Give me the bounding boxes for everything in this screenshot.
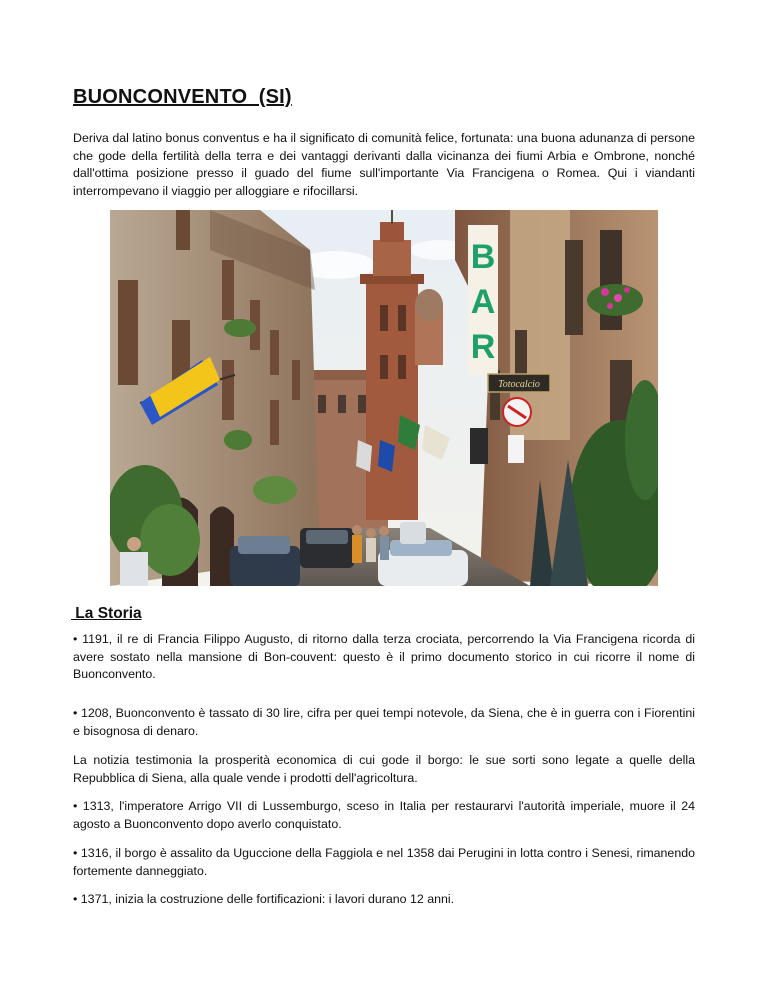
totocalcio-sign: Totocalcio [498, 379, 540, 390]
bar-sign-letter-b: B [470, 238, 496, 276]
history-paragraph-1371: • 1371, inizia la costruzione delle fortificazioni: i lavori durano 12 anni. [73, 892, 455, 906]
street-photo [110, 210, 658, 586]
history-paragraph-1316: • 1316, il borgo è assalito da Uguccione della Faggiola e nel 1358 dai Perugini in lotta contro i Senesi, rimanendo fortemente danneggiato. [73, 846, 695, 878]
intro-paragraph: Deriva dal latino bonus conventus e ha il significato di comunità felice, fortunata: una buona adunanza di persone che gode della fertilità della terra e dei vantaggi derivanti dalla vicinanza dei fiumi Arbia e Ombrone, nonché dall'ottima posizione presso il guado del fiume sull'importante Via Francigena o Romea. Qui i viandanti interrompevano il viaggio per alloggiare e rifocillarsi. [73, 131, 695, 198]
history-paragraph-prosperity: La notizia testimonia la prosperità economica di cui gode il borgo: le sue sorti sono legate a quelle della Repubblica di Siena, alla quale vende i prodotti dell'agricoltura. [73, 753, 695, 785]
history-paragraph-1313: • 1313, l'imperatore Arrigo VII di Lussemburgo, sceso in Italia per restaurarvi l'autorità imperiale, muore il 24 agosto a Buonconvento dopo averlo conquistato. [73, 799, 695, 831]
history-paragraph-1191: • 1191, il re di Francia Filippo Augusto, di ritorno dalla terza crociata, percorrendo la Via Francigena ricorda di avere sostato nella mansione di Bon-couvent: questo è il primo documento storico in cui ricorre il nome di Buonconvento. [73, 632, 695, 682]
page-title: BUONCONVENTO (SI) [73, 86, 292, 108]
history-paragraph-1208: • 1208, Buonconvento è tassato di 30 lire, cifra per quei tempi notevole, da Siena, che è in guerra con i Fiorentini e bisognosa di denaro. [73, 706, 695, 738]
section-title-la-storia: La Storia [71, 605, 142, 622]
bar-sign-letter-r: R [470, 328, 496, 366]
bar-sign-letter-a: A [470, 283, 496, 321]
